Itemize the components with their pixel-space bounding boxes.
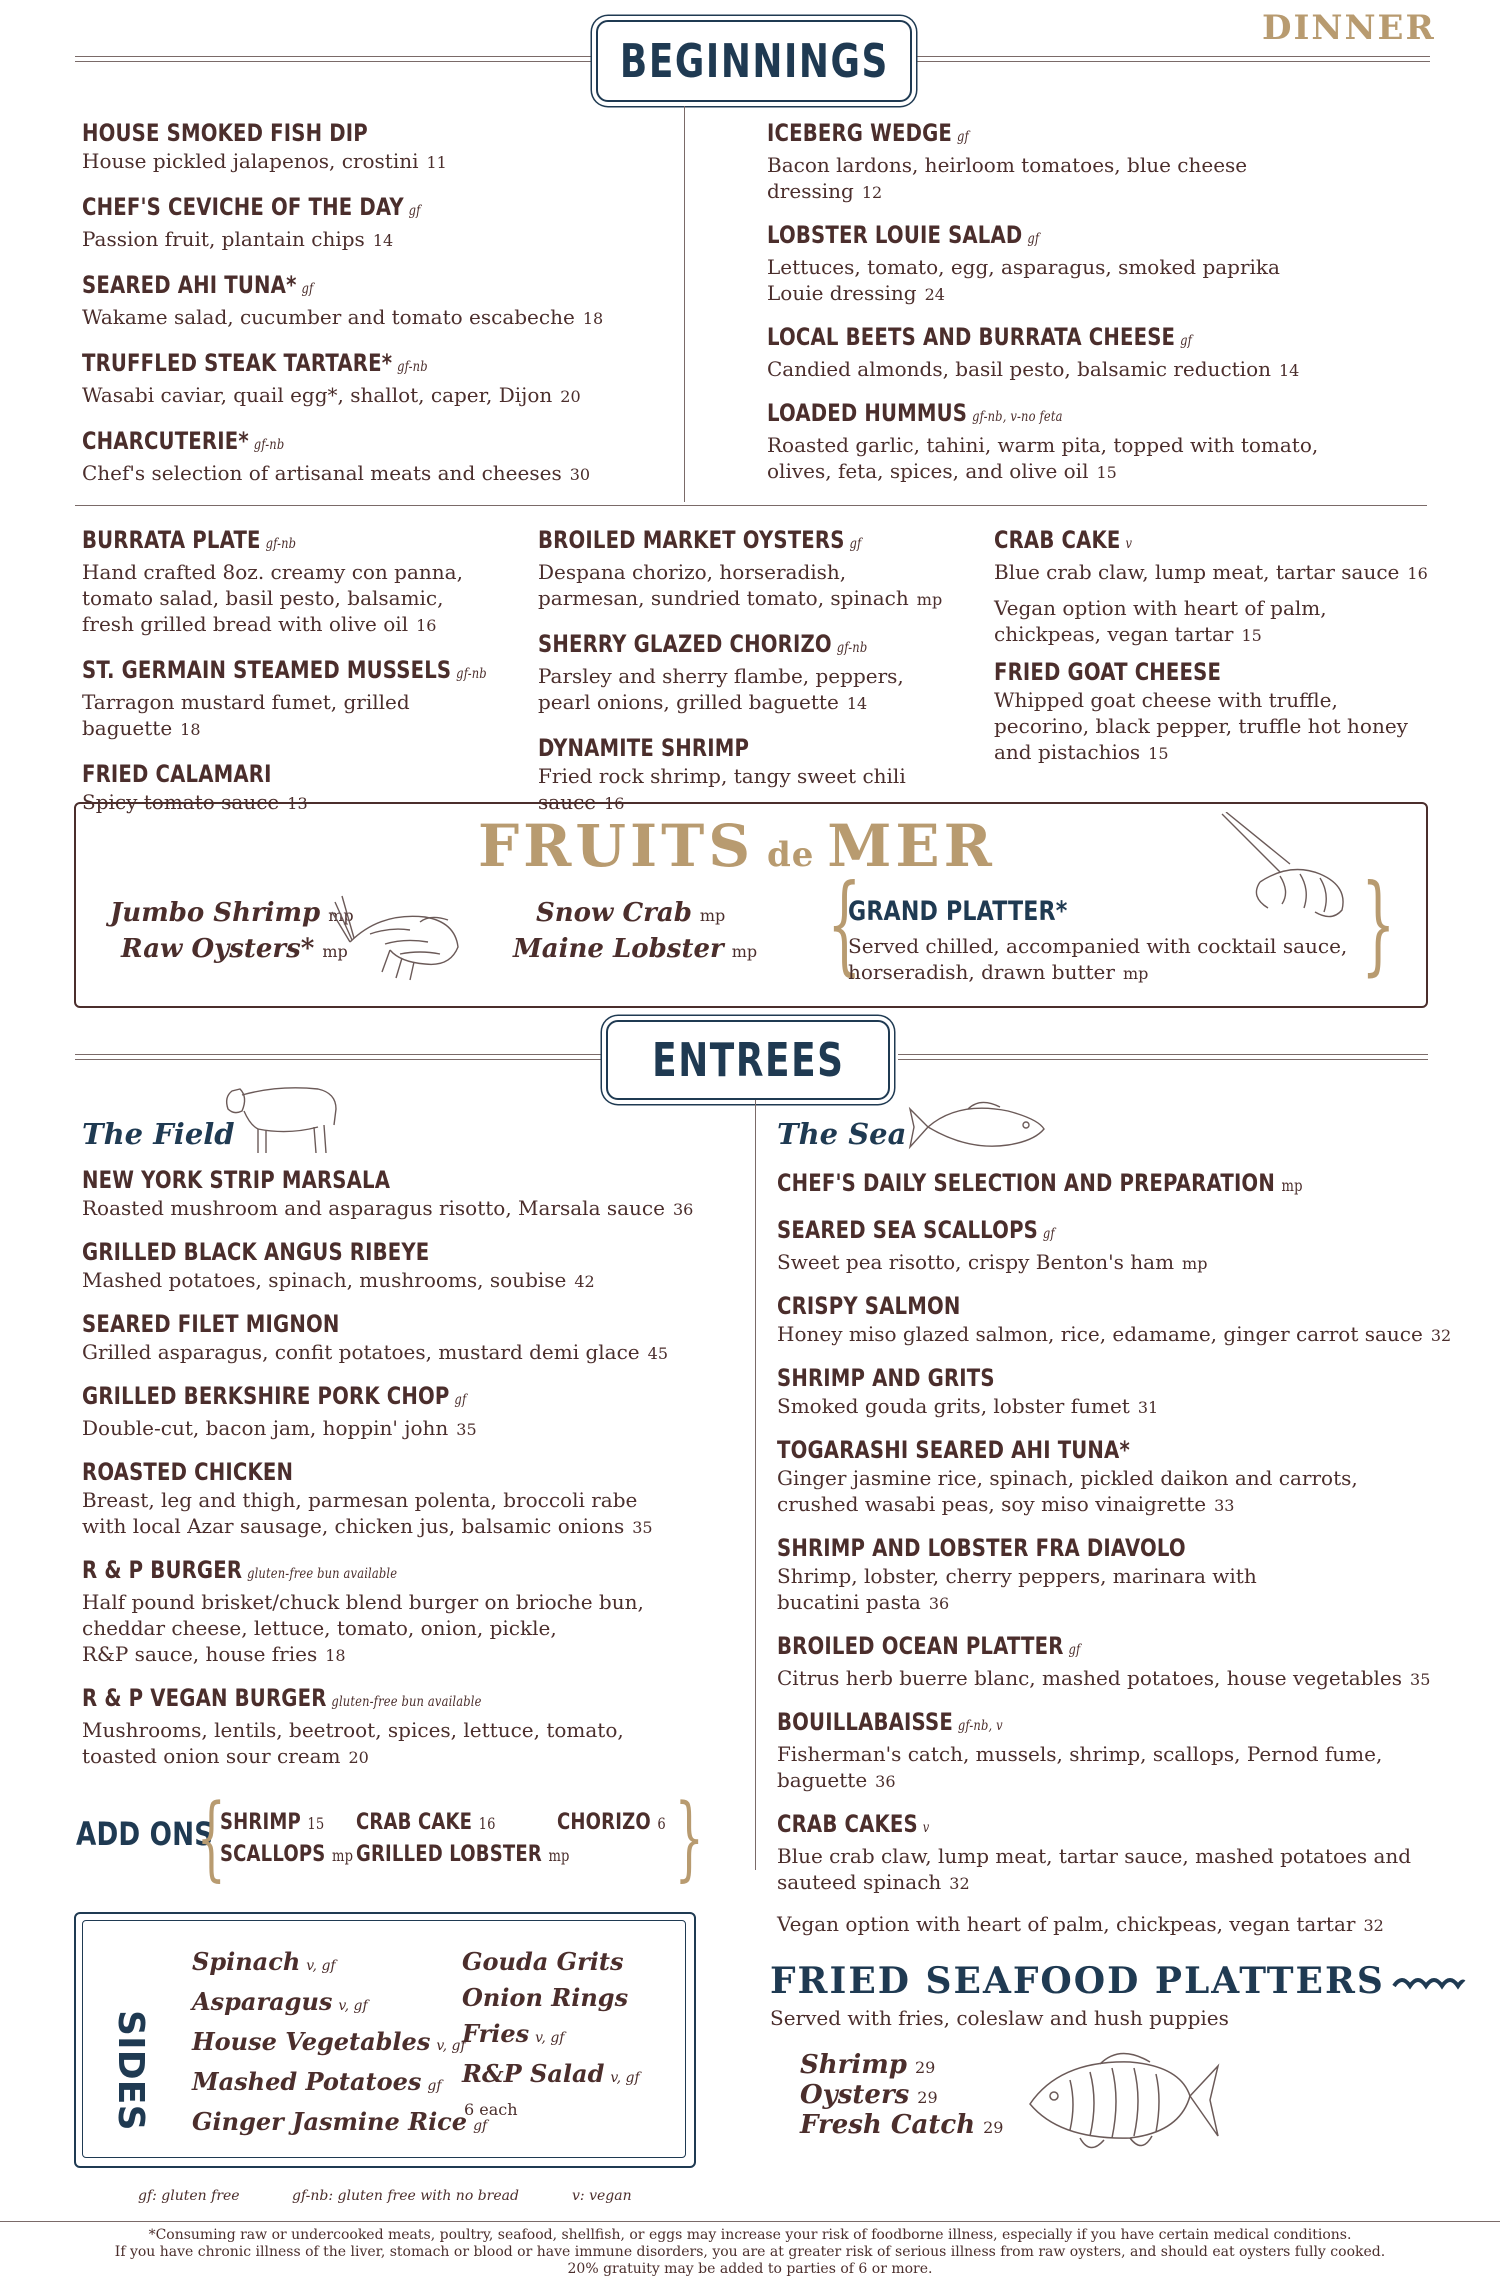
addons-brace-left: { [196,1784,226,1891]
dietary-tag: v [922,1820,930,1836]
menu-item-description: and pistachios 15 [994,740,1169,764]
menu-item-title: TRUFFLED STEAK TARTARE* gf-nb [82,349,428,377]
menu-item-description: Wasabi caviar, quail egg*, shallot, caper, Dijon 20 [82,383,581,407]
mid-col-2 [538,525,988,833]
sea-list [777,1168,1457,1953]
grand-platter-desc: Served chilled, accompanied with cocktail sauce, horseradish, drawn butter mp [848,934,1348,984]
menu-item-title: LOADED HUMMUS gf-nb, v-no feta [767,399,1063,427]
menu-item-description: Blue crab claw, lump meat, tartar sauce, mashed potatoes and [777,1844,1412,1868]
menu-item-description: Grilled asparagus, confit potatoes, mustard demi glace 45 [82,1340,669,1364]
menu-item-price: 30 [569,465,591,484]
dietary-tag: v, gf [436,2038,466,2054]
menu-item [82,348,672,410]
dietary-tag: gluten-free bun available [247,1566,398,1582]
menu-item-price: 15 [1241,626,1262,645]
header-rule-right-2 [908,61,1430,62]
menu-item-title: GRILLED BERKSHIRE PORK CHOP gf [82,1382,467,1410]
side-item: Fries v, gf [462,2019,565,2048]
menu-item [82,655,532,743]
cow-illustration [218,1075,343,1157]
dietary-tag: gf-nb [253,437,285,453]
fdm-item-maine-lobster: Maine Lobster mp [513,934,758,964]
legend-gf-nb: gf-nb: gluten free with no bread [292,2188,519,2204]
grand-brace-right: } [1361,862,1396,987]
menu-item-price: 36 [928,1594,950,1613]
dietary-tag: gf-nb, v [957,1718,1003,1734]
addon-chorizo: CHORIZO 6 [557,1810,666,1835]
platter-shrimp: Shrimp 29 [800,2050,936,2080]
menu-item [777,1215,1457,1277]
menu-item-description: House pickled jalapenos, crostini 11 [82,149,447,173]
menu-item-price: 11 [426,153,447,172]
menu-item-title: CRAB CAKE v [994,526,1133,554]
dietary-tag: gf [301,281,314,297]
menu-item-description: tomato salad, basil pesto, balsamic, [82,586,444,610]
menu-item-description: Parsley and sherry flambe, peppers, [538,664,904,688]
menu-item-description: Spicy tomato sauce 13 [82,790,308,814]
menu-item-title: BURRATA PLATE gf-nb [82,526,297,554]
side-item: Mashed Potatoes gf [192,2067,442,2096]
menu-item-price: 45 [647,1344,669,1363]
menu-item-title: CHEF'S CEVICHE OF THE DAY gf [82,193,421,221]
menu-item [994,595,1434,649]
addons-label: ADD ONS [76,1815,214,1853]
grand-platter-title: GRAND PLATTER* [848,896,1068,927]
menu-item-description: Honey miso glazed salmon, rice, edamame, ginger carrot sauce 32 [777,1322,1452,1346]
menu-item-description: toasted onion sour cream 20 [82,1744,369,1768]
menu-item-description: Tarragon mustard fumet, grilled baguette 18 [82,690,410,740]
dietary-tag: v [1125,536,1133,552]
menu-item-title: ST. GERMAIN STEAMED MUSSELS gf-nb [82,656,487,684]
menu-item-title: NEW YORK STRIP MARSALA [82,1166,391,1194]
menu-item [767,322,1437,384]
menu-item-description: Double-cut, bacon jam, hoppin' john 35 [82,1416,477,1440]
the-sea-label: The Sea [777,1117,907,1151]
menu-item-description: Citrus herb buerre blanc, mashed potatoes, house vegetables 35 [777,1666,1431,1690]
menu-item-price: mp [1182,1254,1208,1273]
dietary-tag: gf [473,2118,488,2134]
dietary-tag: gf-nb [456,666,487,682]
menu-item-description: Fried rock shrimp, tangy sweet chili sauce 16 [538,764,906,814]
fried-platters-subtitle: Served with fries, coleslaw and hush puppies [770,2006,1229,2030]
legend-v: v: vegan [572,2188,632,2204]
grand-brace-left: { [827,862,862,987]
menu-item-price: 35 [1410,1670,1431,1689]
menu-item-price: 12 [861,183,883,202]
menu-item [777,1631,1457,1693]
menu-item-description: Louie dressing 24 [767,281,945,305]
side-item: Ginger Jasmine Rice gf [192,2107,488,2136]
entrees-banner [606,1020,890,1100]
menu-item-description: baguette 36 [777,1768,896,1792]
platter-oysters: Oysters 29 [800,2080,938,2110]
menu-item-title: SHRIMP AND LOBSTER FRA DIAVOLO [777,1534,1186,1562]
beginnings-divider [684,106,685,502]
menu-item-price: 18 [180,720,201,739]
menu-item-title: BROILED MARKET OYSTERS gf [538,526,862,554]
menu-item-description: Fisherman's catch, mussels, shrimp, scallops, Pernod fume, [777,1742,1383,1766]
menu-item-price: 31 [1137,1398,1159,1417]
shrimp-illustration [330,872,470,982]
side-item: Onion Rings [462,1983,629,2012]
menu-item-description: crushed wasabi peas, soy miso vinaigrette 33 [777,1492,1235,1516]
menu-item-price: 15 [1148,744,1169,763]
menu-item-description: fresh grilled bread with olive oil 16 [82,612,437,636]
menu-item [82,1381,752,1443]
menu-item-description: R&P sauce, house fries 18 [82,1642,346,1666]
menu-item-description: Roasted mushroom and asparagus risotto, Marsala sauce 36 [82,1196,694,1220]
addons-brace-right: } [674,1784,704,1891]
menu-item-title: BROILED OCEAN PLATTER gf [777,1632,1081,1660]
addon-crab-cake: CRAB CAKE 16 [356,1810,496,1835]
dietary-tag: gf-nb [265,536,297,552]
menu-item-price: 32 [949,1874,970,1893]
menu-item-title: R & P VEGAN BURGER gluten-free bun available [82,1684,482,1712]
dietary-tag: gf [956,129,969,145]
dietary-tag: gf [1042,1226,1055,1242]
menu-item-description: Mashed potatoes, spinach, mushrooms, soubise 42 [82,1268,595,1292]
dietary-tag: gluten-free bun available [331,1694,482,1710]
menu-item-description: parmesan, sundried tomato, spinach mp [538,586,943,610]
menu-item [767,118,1437,206]
menu-item-price: 20 [560,387,581,406]
menu-item-price: 18 [582,309,604,328]
menu-item-price: mp [916,590,943,609]
menu-item-description: bucatini pasta 36 [777,1590,950,1614]
dietary-tag: gf [1027,231,1040,247]
entrees-rule-left-2 [75,1059,605,1060]
menu-item [538,629,988,717]
menu-item-price: 35 [632,1518,653,1537]
menu-item-price: mp [1281,1176,1303,1195]
menu-item [994,525,1434,587]
menu-item [82,1555,752,1669]
menu-item-title: ICEBERG WEDGE gf [767,119,969,147]
dietary-tag: v, gf [535,2030,565,2046]
menu-item-description: sauteed spinach 32 [777,1870,970,1894]
dietary-tag: gf [849,536,862,552]
menu-item [82,270,672,332]
menu-item-description: pearl onions, grilled baguette 14 [538,690,868,714]
mid-col-3 [994,525,1434,775]
menu-item-title: SEARED AHI TUNA* gf [82,271,314,299]
menu-item [777,1435,1457,1519]
menu-item-title: SEARED FILET MIGNON [82,1310,340,1338]
shrimp-illustration-2 [1220,812,1360,927]
menu-item-price: 13 [287,794,308,813]
entrees-rule-right [898,1054,1428,1055]
menu-item-price: 18 [325,1646,346,1665]
menu-item-title: ROASTED CHICKEN [82,1458,294,1486]
footer-disclaimer: *Consuming raw or undercooked meats, poultry, seafood, shellfish, or eggs may increase your risk of foodborne illness, especially if you have certain medical conditions. If you have chronic illness of the liver, stomach or blood or have immune disorders, you are at greater risk of serious illness from raw oysters, and should eat oysters fully cooked. 20% gratuity may be added to parties of 6 or more. [114,2227,1386,2277]
menu-item-title: CHARCUTERIE* gf-nb [82,427,285,455]
menu-item-description: Hand crafted 8oz. creamy con panna, [82,560,463,584]
menu-item-price: 16 [1407,564,1428,583]
dietary-tag: gf [1180,333,1193,349]
menu-item-description: Mushrooms, lentils, beetroot, spices, lettuce, tomato, [82,1718,624,1742]
fruits-de-mer-title: FRUITS de MER [478,812,996,880]
fdm-item-snow-crab: Snow Crab mp [536,898,726,928]
field-list [82,1165,752,1785]
menu-item-description: cheddar cheese, lettuce, tomato, onion, pickle, [82,1616,557,1640]
dinner-label: DINNER [1262,8,1436,48]
menu-item-description: Wakame salad, cucumber and tomato escabeche 18 [82,305,604,329]
mid-col-1 [82,525,532,833]
menu-item-price: 32 [1363,1916,1384,1935]
fdm-item-jumbo-shrimp: Jumbo Shrimp mp [110,898,354,928]
menu-item [777,1707,1457,1795]
menu-item-price: 14 [372,231,394,250]
menu-item-title: CRISPY SALMON [777,1292,961,1320]
menu-item [538,525,988,613]
menu-item-title: LOBSTER LOUIE SALAD gf [767,221,1040,249]
menu-item [777,1363,1457,1421]
menu-item-description: chickpeas, vegan tartar 15 [994,622,1262,646]
dietary-tag: gf [408,203,421,219]
side-item: R&P Salad v, gf [462,2059,640,2088]
menu-item-title: HOUSE SMOKED FISH DIP [82,119,368,147]
fried-platters-title: FRIED SEAFOOD PLATTERS [770,1960,1385,2002]
menu-item-title: CRAB CAKES v [777,1810,930,1838]
menu-item-description: Vegan option with heart of palm, [994,596,1327,620]
menu-item-title: SEARED SEA SCALLOPS gf [777,1216,1055,1244]
menu-item [777,1533,1457,1617]
menu-item [82,192,672,254]
dietary-tag: v, gf [306,1958,336,1974]
menu-item-description: olives, feta, spices, and olive oil 15 [767,459,1117,483]
menu-item-title: GRILLED BLACK ANGUS RIBEYE [82,1238,430,1266]
carp-fish-illustration [1020,2040,1220,2160]
dietary-tag: v, gf [610,2070,640,2086]
addon-shrimp: SHRIMP 15 [220,1810,325,1835]
sides-left-list [192,1944,487,2144]
dietary-tag: gf [427,2078,442,2094]
menu-item-description: with local Azar sausage, chicken jus, balsamic onions 35 [82,1514,653,1538]
menu-item-price: 14 [846,694,868,713]
snapper-fish-illustration [908,1093,1048,1159]
menu-item [82,1165,752,1223]
menu-item [777,1911,1457,1939]
sides-label: SIDES [110,2010,151,2131]
menu-item-description: Breast, leg and thigh, parmesan polenta, broccoli rabe [82,1488,638,1512]
side-item: Asparagus v, gf [192,1987,368,2016]
platter-fresh-catch: Fresh Catch 29 [800,2110,1004,2140]
addon-grilled-lobster: GRILLED LOBSTER mp [356,1842,570,1867]
menu-item-description: Smoked gouda grits, lobster fumet 31 [777,1394,1159,1418]
menu-item [767,398,1437,486]
menu-item-title: SHRIMP AND GRITS [777,1364,995,1392]
menu-item [82,525,532,639]
menu-item [82,1457,752,1541]
menu-item-description: Despana chorizo, horseradish, [538,560,847,584]
menu-item-title: FRIED GOAT CHEESE [994,658,1222,686]
menu-item-title: LOCAL BEETS AND BURRATA CHEESE gf [767,323,1193,351]
menu-item [777,1291,1457,1349]
sides-price: 6 each [464,2100,518,2119]
menu-item-price: 35 [456,1420,477,1439]
dietary-tag: gf-nb [397,359,428,375]
header-rule-left-2 [75,61,595,62]
beginnings-right-list [767,118,1437,500]
menu-item [82,1309,752,1367]
header-rule-right [908,56,1430,57]
menu-item-price: 16 [416,616,437,635]
menu-item-description: pecorino, black pepper, truffle hot honey [994,714,1408,738]
menu-item-description: Bacon lardons, heirloom tomatoes, blue cheese [767,153,1248,177]
addon-scallops: SCALLOPS mp [220,1842,354,1867]
dietary-tag: gf [454,1392,467,1408]
menu-item [82,118,672,176]
entrees-title: ENTREES [651,1033,845,1087]
menu-item-price: 24 [924,285,945,304]
dietary-tag: gf [1068,1642,1081,1658]
menu-item-title: SHERRY GLAZED CHORIZO gf-nb [538,630,868,658]
beginnings-banner [596,20,912,102]
entrees-rule-left [75,1054,605,1055]
dietary-tag: v, gf [338,1998,368,2014]
legend-gf: gf: gluten free [138,2188,240,2204]
menu-item-description: Shrimp, lobster, cherry peppers, marinara with [777,1564,1257,1588]
menu-item-description: Blue crab claw, lump meat, tartar sauce 16 [994,560,1428,584]
beginnings-title: BEGINNINGS [619,34,889,88]
menu-item-description: Half pound brisket/chuck blend burger on brioche bun, [82,1590,644,1614]
menu-item-title: R & P BURGER gluten-free bun available [82,1556,398,1584]
footer-rule [0,2221,1500,2222]
menu-item-title: FRIED CALAMARI [82,760,272,788]
menu-item [82,426,672,488]
beginnings-left-list [82,118,672,504]
menu-item-price: 16 [604,794,625,813]
dietary-tag: gf-nb [836,640,868,656]
menu-item-title: DYNAMITE SHRIMP [538,734,750,762]
entrees-rule-right-2 [898,1059,1428,1060]
mid-rule [75,505,1427,506]
menu-item [777,1809,1457,1897]
header-rule-left [75,56,595,57]
menu-item-price: 36 [875,1772,896,1791]
menu-item-price: 32 [1430,1326,1452,1345]
menu-item-description: Ginger jasmine rice, spinach, pickled daikon and carrots, [777,1466,1358,1490]
menu-item-description: Roasted garlic, tahini, warm pita, topped with tomato, [767,433,1319,457]
wave-icon [1392,1972,1466,1994]
menu-item-description: Sweet pea risotto, crispy Benton's ham mp [777,1250,1208,1274]
menu-item-price: 42 [574,1272,595,1291]
menu-item [777,1168,1457,1201]
side-item: Gouda Grits [462,1947,624,1976]
menu-item-title: TOGARASHI SEARED AHI TUNA* [777,1436,1130,1464]
menu-item-description: Lettuces, tomato, egg, asparagus, smoked paprika [767,255,1280,279]
entrees-divider [755,1100,756,1870]
fdm-item-raw-oysters: Raw Oysters* mp [121,934,348,964]
menu-item-description: Candied almonds, basil pesto, balsamic reduction 14 [767,357,1300,381]
menu-item-title: BOUILLABAISSE gf-nb, v [777,1708,1003,1736]
menu-item-description: Vegan option with heart of palm, chickpeas, vegan tartar 32 [777,1912,1384,1936]
side-item: House Vegetables v, gf [192,2027,466,2056]
menu-item [82,1683,752,1771]
menu-item-description: Chef's selection of artisanal meats and cheeses 30 [82,461,591,485]
menu-item-price: 20 [348,1748,369,1767]
the-field-label: The Field [82,1117,235,1151]
menu-item [82,1237,752,1295]
menu-item-price: 14 [1279,361,1300,380]
menu-item-description: Whipped goat cheese with truffle, [994,688,1338,712]
menu-item-description: dressing 12 [767,179,883,203]
menu-item-title: CHEF'S DAILY SELECTION AND PREPARATION mp [777,1169,1303,1197]
sides-right-list [462,1944,640,2096]
menu-item [994,657,1434,767]
dietary-tag: gf-nb, v-no feta [972,409,1063,425]
menu-item [767,220,1437,308]
menu-item-description: Passion fruit, plantain chips 14 [82,227,394,251]
menu-item-price: 36 [672,1200,694,1219]
menu-item-price: 15 [1096,463,1117,482]
side-item: Spinach v, gf [192,1947,336,1976]
menu-item-price: 33 [1214,1496,1235,1515]
